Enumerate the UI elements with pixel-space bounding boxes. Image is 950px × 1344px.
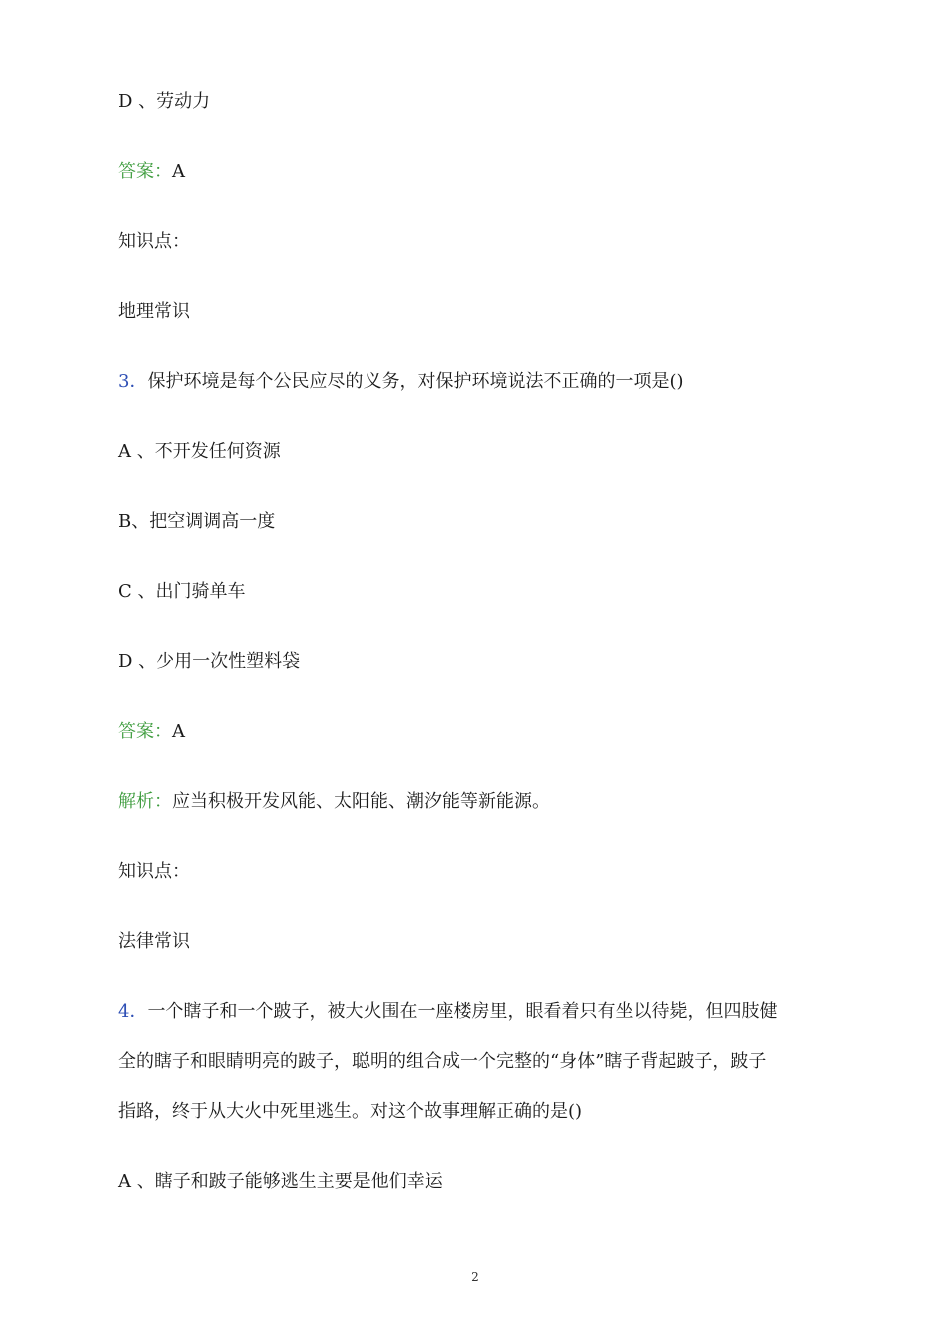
q2-answer — [118, 158, 838, 186]
q4-question-line-1 — [118, 998, 838, 1026]
q3-option-c: C 、出门骑单车 — [118, 581, 246, 602]
q4-stem-line-3: 指路，终于从大火中死里逃生。对这个故事理解正确的是() — [118, 1101, 583, 1122]
q4-number: 4． — [118, 1001, 148, 1022]
q3-answer — [118, 718, 838, 746]
page-number: 2 — [471, 1270, 479, 1284]
q3-analysis — [118, 788, 838, 816]
q3-stem: 保护环境是每个公民应尽的义务，对保护环境说法不正确的一项是() — [147, 371, 684, 392]
q2-answer-label: 答案： — [118, 161, 172, 182]
q3-option-a: A 、不开发任何资源 — [118, 441, 281, 462]
q3-knowledge-label: 知识点： — [118, 861, 190, 882]
q2-knowledge-label: 知识点： — [118, 231, 190, 252]
q2-knowledge-value: 地理常识 — [118, 301, 190, 322]
q2-answer-value: A — [172, 161, 185, 182]
q3-analysis-label: 解析： — [118, 791, 172, 812]
q3-analysis-value: 应当积极开发风能、太阳能、潮汐能等新能源。 — [172, 791, 550, 812]
q3-option-d: D 、少用一次性塑料袋 — [118, 651, 301, 672]
q3-number: 3． — [118, 371, 148, 392]
q2-option-d: D 、劳动力 — [118, 91, 211, 112]
q3-option-b: B、把空调调高一度 — [118, 511, 276, 532]
q4-stem-line-2: 全的瞎子和眼睛明亮的跛子，聪明的组合成一个完整的“身体”瞎子背起跛子，跛子 — [118, 1051, 767, 1072]
q4-stem-line-1: 一个瞎子和一个跛子，被大火围在一座楼房里，眼看着只有坐以待毙，但四肢健 — [147, 1001, 778, 1022]
q3-answer-label: 答案： — [118, 721, 172, 742]
q3-question — [118, 368, 838, 396]
q3-answer-value: A — [172, 721, 185, 742]
q3-knowledge-value: 法律常识 — [118, 931, 190, 952]
q4-option-a: A 、瞎子和跛子能够逃生主要是他们幸运 — [118, 1171, 443, 1192]
